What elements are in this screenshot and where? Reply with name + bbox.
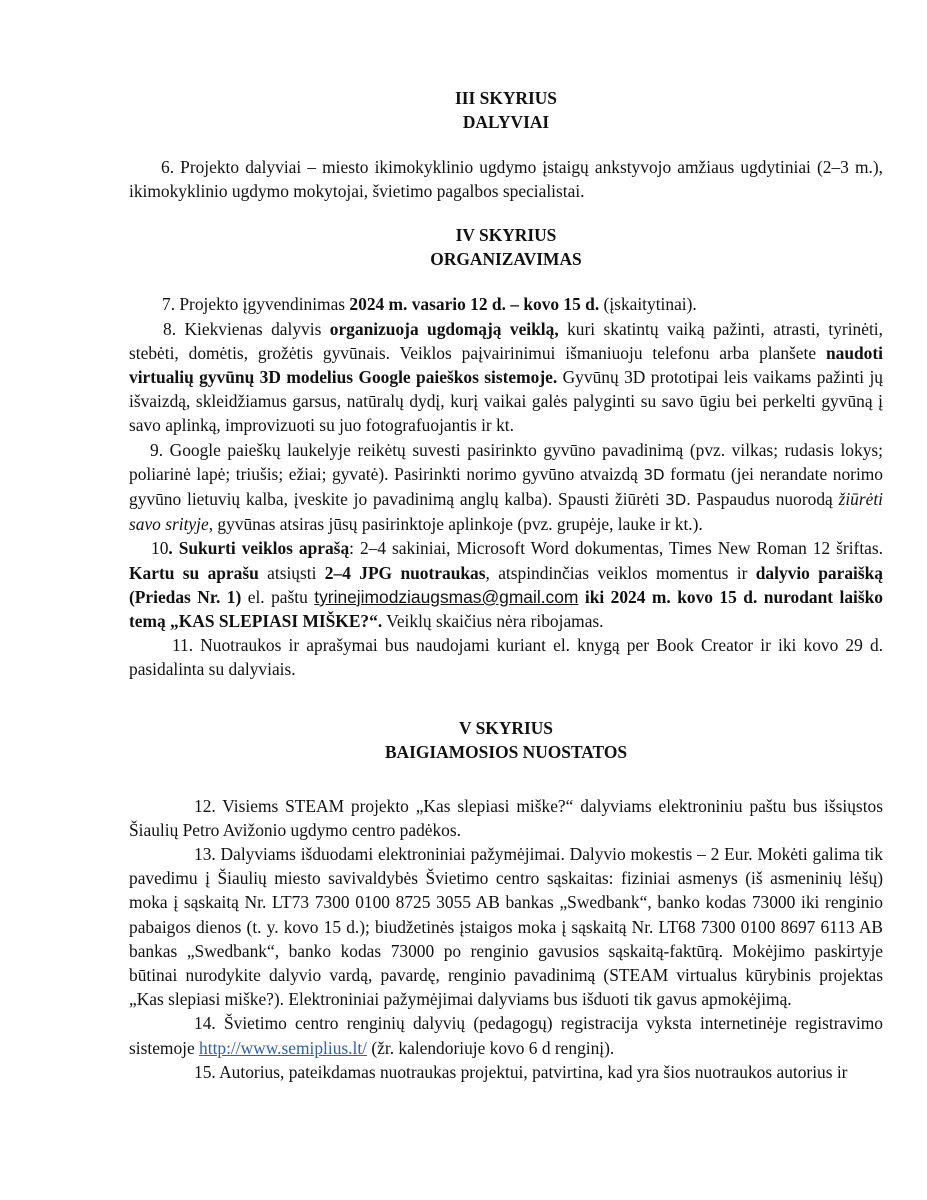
paragraph-14	[129, 1011, 883, 1059]
paragraph-7	[129, 292, 883, 316]
chapter-number: V SKYRIUS	[459, 717, 553, 738]
text-run: formatu (jei nerandate norimo gyvūno lietuvių kalba, įveskite jo pavadinimą anglų kalba). Spausti žiūrėti	[129, 463, 884, 510]
text-run: , gyvūnas atsiras jūsų pasirinktoje aplinkoje (pvz. grupėje, lauke ir kt.).	[208, 514, 703, 535]
text-run-3d: 3D	[665, 491, 687, 510]
text-run: kuri skatintų vaiką pažinti, atrasti, tyrinėti, stebėti, domėtis, grožėtis gyvūnais. Veiklos paįvairinimui išmaniuoju telefonu arba planšete	[129, 318, 883, 363]
text-run: 8. Kiekvienas dalyvis	[163, 318, 330, 339]
bold-text: dalyvio paraišką (Priedas Nr. 1)	[129, 562, 883, 607]
email-link[interactable]: tyrinejimodziaugsmas@gmail.com	[314, 586, 579, 607]
bold-dates: 2024 m. vasario 12 d. – kovo 15 d.	[349, 294, 600, 315]
italic-text: žiūrėti savo srityje	[129, 489, 883, 535]
text-run: , atspindinčias veiklos momentus ir	[485, 562, 756, 583]
text-run: Veiklų skaičius nėra ribojamas.	[382, 611, 604, 632]
bold-text: Kartu su aprašu	[129, 562, 259, 583]
paragraph-11: 11. Nuotraukos ir aprašymai bus naudojami kuriant el. knygą per Book Creator ir iki kovo 29 d. pasidalinta su dalyviais.	[129, 635, 883, 680]
text-run: atsiųsti	[258, 562, 325, 583]
document-page	[129, 86, 883, 1084]
section-5-heading	[129, 716, 883, 764]
text-run: 10	[151, 538, 169, 559]
text-run: (žr. kalendoriuje kovo 6 d renginį).	[367, 1037, 615, 1058]
bold-text: . Sukurti veiklos aprašą	[168, 538, 350, 559]
paragraph-8	[129, 317, 883, 438]
paragraph-12: 12. Visiems STEAM projekto „Kas slepiasi miške?“ dalyviams elektroniniu paštu bus išsiųstos Šiaulių Petro Avižonio ugdymo centro padėkos.	[129, 795, 883, 840]
paragraph-9	[129, 438, 883, 537]
chapter-title: ORGANIZAVIMAS	[430, 249, 582, 270]
chapter-title: BAIGIAMOSIOS NUOSTATOS	[384, 741, 628, 762]
bold-text: 2–4 JPG nuotraukas	[324, 562, 486, 583]
paragraph-10	[129, 536, 883, 633]
text-run: (įskaitytinai).	[599, 294, 697, 315]
text-run: : 2–4 sakiniai, Microsoft Word dokumentas, Times New Roman 12 šriftas.	[349, 538, 883, 559]
chapter-number: IV SKYRIUS	[455, 225, 557, 246]
text-run: . Paspaudus nuorodą	[686, 489, 839, 510]
paragraph-6: 6. Projekto dalyviai – miesto ikimokyklinio ugdymo įstaigų ankstyvojo amžiaus ugdytiniai (2–3 m.), ikimokyklinio ugdymo mokytojai, švietimo pagalbos specialistai.	[129, 157, 883, 202]
text-run: el. paštu	[241, 586, 315, 607]
bold-text: iki 2024 m. kovo 15 d. nurodant laiško temą „KAS SLEPIASI MIŠKE?“.	[129, 586, 883, 632]
text-run: Gyvūnų 3D prototipai leis vaikams pažinti jų išvaizdą, skleidžiamus garsus, natūralų dydį, kurį vaikai galės palyginti su savo ūgiu bei perkelti gyvūną į savo aplinką, improvizuoti su juo fotografuojantis ir kt.	[129, 367, 884, 436]
bold-text: naudoti virtualių gyvūnų 3D modelius Google paieškos sistemoje.	[129, 342, 883, 388]
semiplius-link[interactable]: http://www.semiplius.lt/	[199, 1037, 368, 1058]
text-run-3d: 3D	[643, 465, 665, 484]
text-run: 7. Projekto įgyvendinimas	[162, 294, 350, 315]
text-run: 9. Google paieškų laukelyje reikėtų suvesti pasirinkto gyvūno pavadinimą (pvz. vilkas; rudasis lokys; poliarinė lapė; triušis; ežiai; gyvatė). Pasirinkti norimo gyvūno atvaizdą	[129, 439, 883, 484]
section-4-heading	[129, 223, 883, 271]
chapter-title: DALYVIAI	[462, 112, 550, 132]
paragraph-15: 15. Autorius, pateikdamas nuotraukas projektui, patvirtina, kad yra šios nuotraukos autorius ir	[194, 1061, 848, 1082]
chapter-number: III SKYRIUS	[455, 88, 557, 108]
paragraph-13: 13. Dalyviams išduodami elektroniniai pažymėjimai. Dalyvio mokestis – 2 Eur. Mokėti galima tik pavedimu į Šiaulių miesto savivaldybės Švietimo centro sąskaitas: fiziniai asmenys (iš asmeninių lėšų) moka į sąskaitą Nr. LT73 7300 0100 8725 3055 AB bankas „Swedbank“, banko kodas 73000 iki renginio pabaigos dienos (t. y. kovo 15 d.); biudžetinės įstaigos moka į sąskaitą Nr. LT68 7300 0100 8697 6113 AB bankas „Swedbank“, banko kodas 73000 po renginio gavusios sąskaitą-faktūrą. Mokėjimo paskirtyje būtinai nurodykite dalyvio vardą, pavardę, renginio pavadinimą (STEAM virtualus kūrybinis projektas „Kas slepiasi miške?). Elektroniniai pažymėjimai dalyviams bus išduoti tik gavus apmokėjimą.	[129, 844, 883, 1010]
text-run: 14. Švietimo centro renginių dalyvių (pedagogų) registracija vyksta internetinėje registravimo sistemoje	[129, 1013, 883, 1058]
bold-text: organizuoja ugdomąją veiklą,	[329, 318, 559, 339]
section-3-heading	[129, 86, 883, 134]
